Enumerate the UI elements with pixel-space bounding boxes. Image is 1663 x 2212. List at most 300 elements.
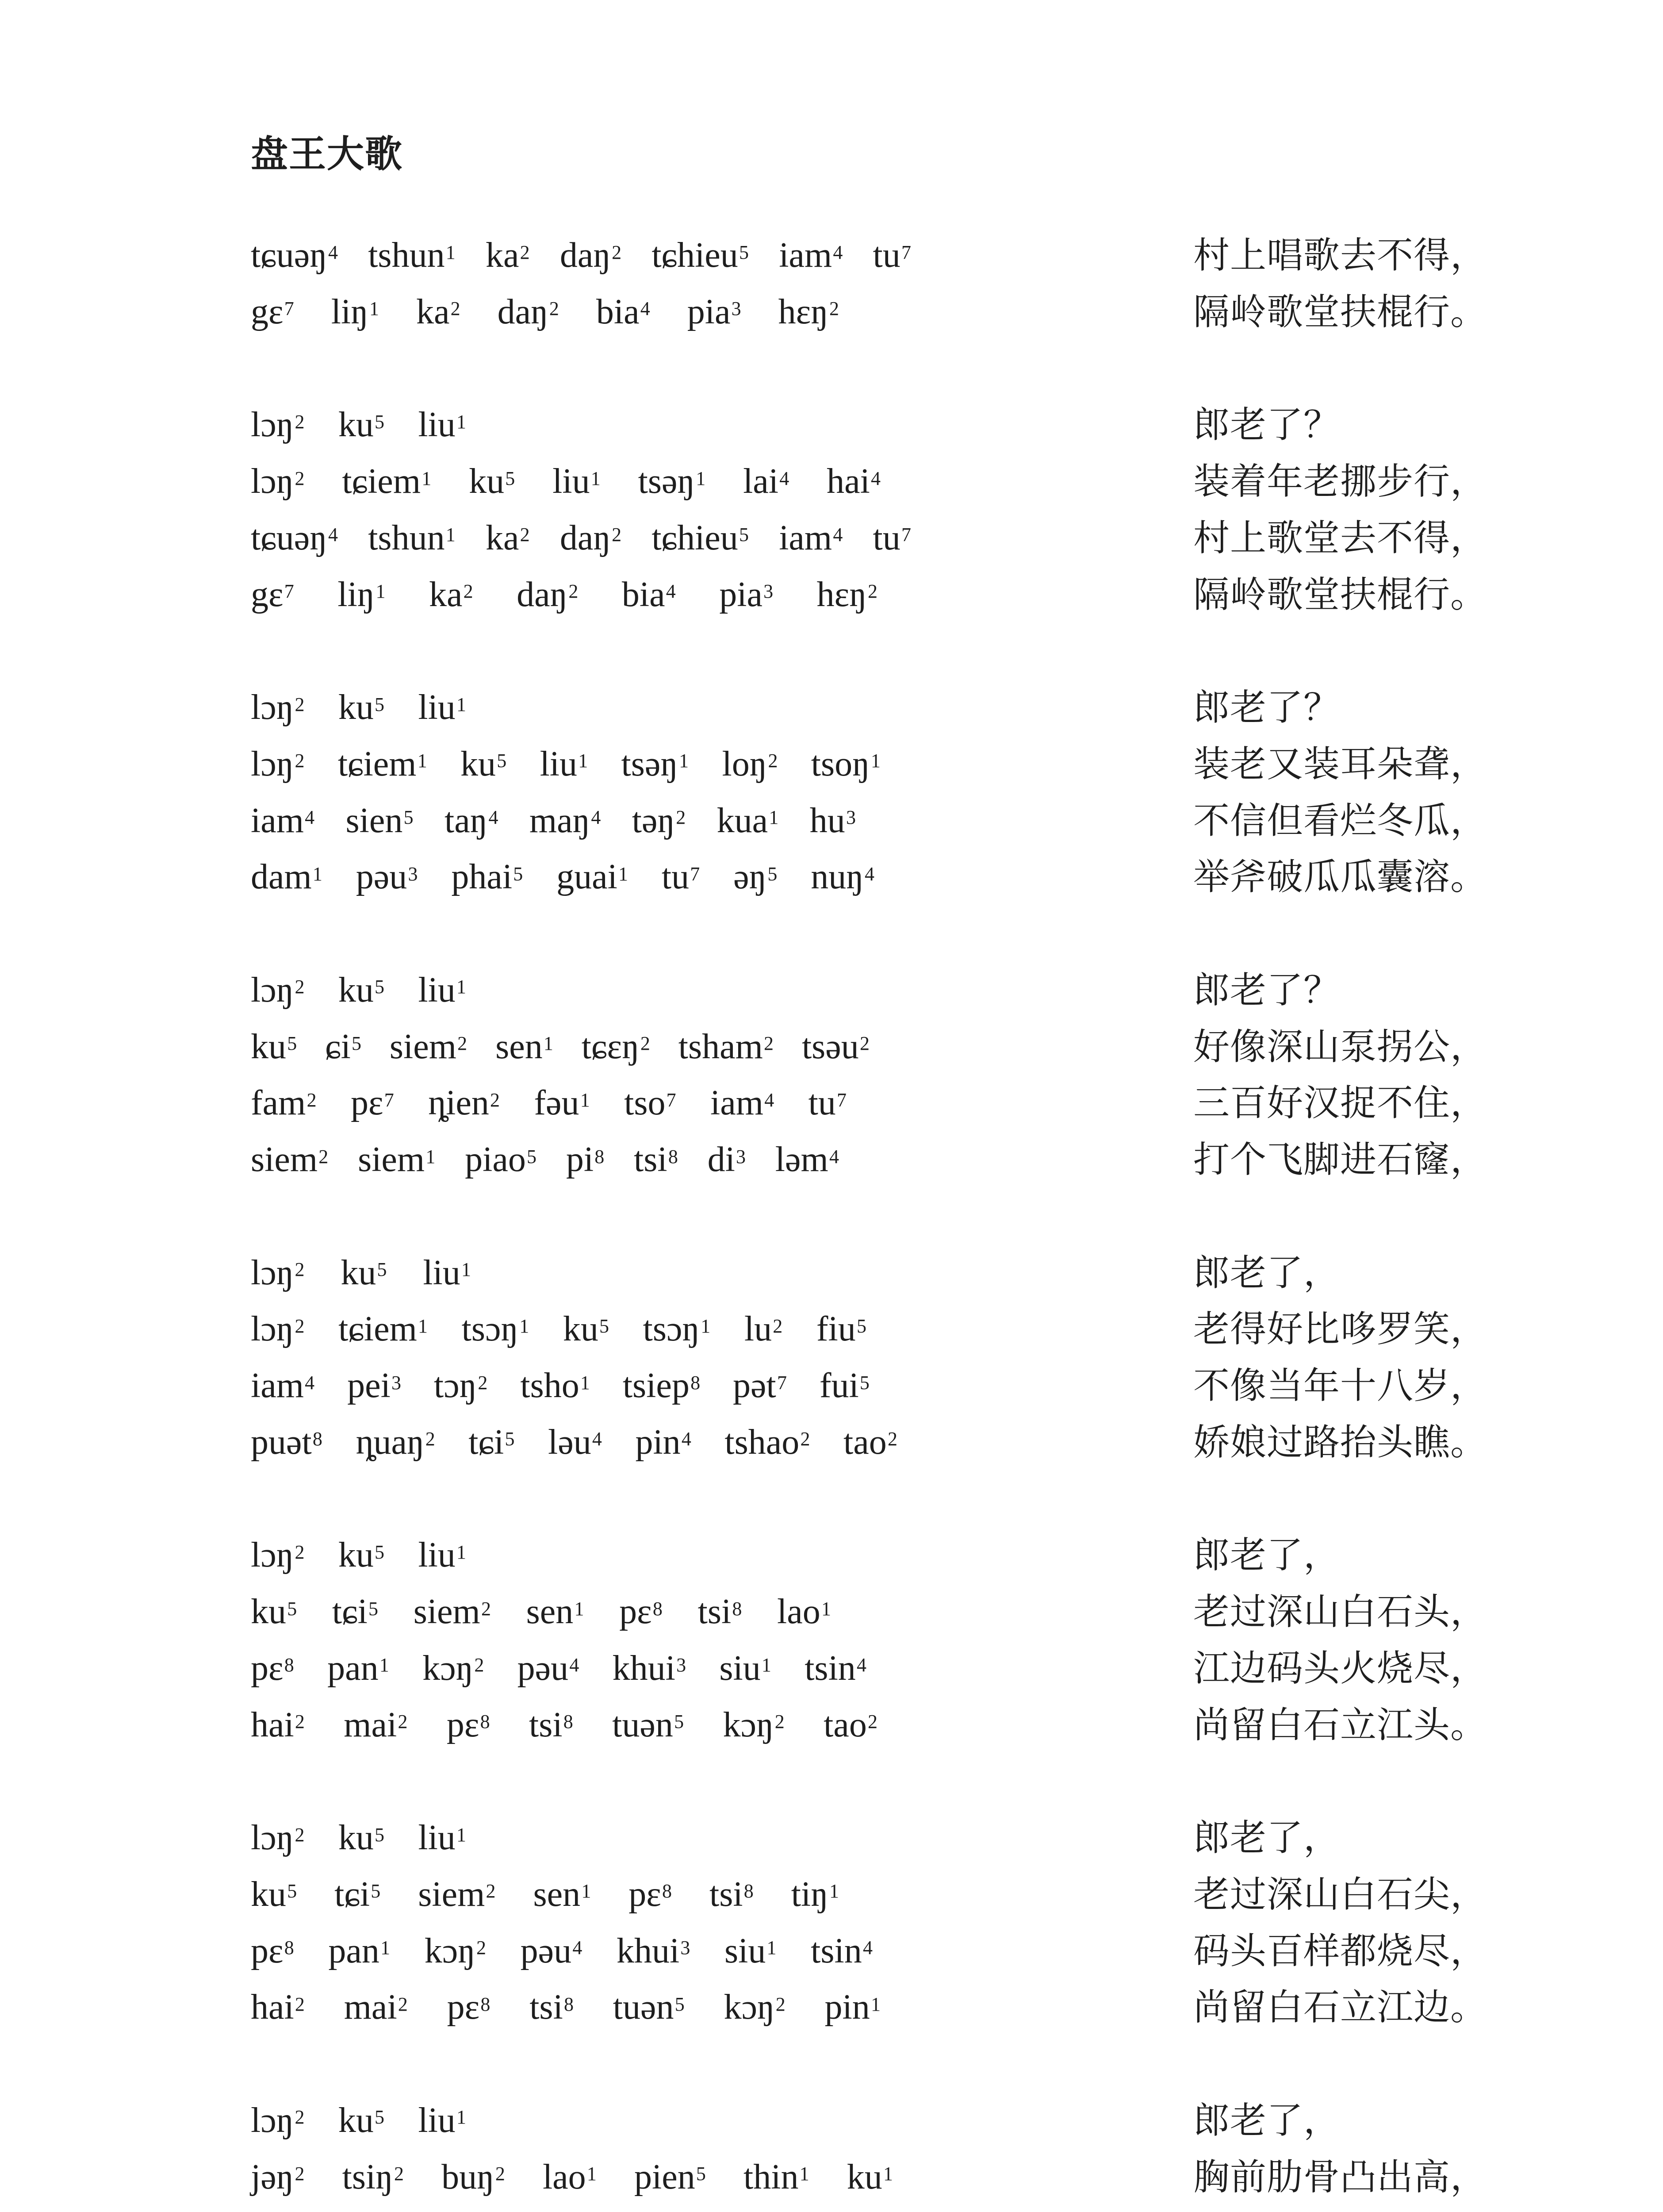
tone-number: 5 <box>375 1541 385 1563</box>
romanization-line <box>251 1075 847 1132</box>
syllable-text: lai <box>743 462 779 501</box>
syllable-text: siem <box>251 1140 318 1179</box>
stanza <box>251 227 1533 341</box>
tone-number: 2 <box>676 806 686 829</box>
syllable-text: lɔŋ <box>251 970 294 1010</box>
syllable <box>338 2093 384 2149</box>
syllable-text: tɕi <box>332 1592 368 1631</box>
tone-number: 1 <box>829 1880 839 1902</box>
syllable-text: iam <box>251 801 304 840</box>
syllable <box>628 1866 672 1923</box>
verse-line <box>251 680 1533 736</box>
syllable-text: lao <box>542 2157 586 2197</box>
tone-number: 2 <box>773 1315 783 1337</box>
tone-number: 2 <box>549 298 559 320</box>
tone-number: 5 <box>403 806 414 829</box>
syllable-text: liu <box>418 405 456 445</box>
tone-number: 2 <box>295 2106 305 2128</box>
tone-number: 1 <box>574 1598 584 1620</box>
verse-line <box>251 1584 1533 1640</box>
romanization-line <box>251 1019 870 1075</box>
syllable <box>423 1245 471 1302</box>
syllable <box>825 1979 881 2036</box>
syllable-text: bia <box>596 292 640 331</box>
syllable <box>251 793 314 849</box>
tone-number: 2 <box>295 1259 305 1281</box>
chinese-translation: 打个飞脚进石窿， <box>1193 1139 1487 1181</box>
romanization-line <box>251 1301 866 1358</box>
chinese-translation: 装老又装耳朵聋， <box>1193 743 1487 785</box>
tone-number: 2 <box>520 524 530 546</box>
syllable-text: ku <box>847 2157 882 2197</box>
syllable-text: tsəŋ <box>638 462 695 501</box>
chinese-translation: 郎老了？ <box>1193 687 1341 729</box>
tone-number: 5 <box>371 1880 381 1902</box>
syllable <box>425 1923 486 1980</box>
verse-line <box>251 1923 1533 1980</box>
syllable <box>251 1866 297 1923</box>
tone-number: 2 <box>495 2163 505 2185</box>
syllable <box>566 1132 604 1188</box>
tone-number: 4 <box>870 467 881 489</box>
tone-number: 2 <box>800 1428 810 1450</box>
syllable-text: ka <box>485 236 519 275</box>
syllable-text: tsham <box>678 1027 763 1066</box>
syllable-text: liu <box>540 744 578 783</box>
tone-number: 8 <box>690 1371 701 1394</box>
tone-number: 2 <box>520 241 530 263</box>
syllable-text: lɔŋ <box>251 462 294 501</box>
syllable <box>552 453 601 510</box>
verse-line <box>251 793 1533 849</box>
verse-line <box>251 510 1533 567</box>
tone-number: 5 <box>527 1145 537 1167</box>
syllable-text: liu <box>552 462 590 501</box>
verse-line <box>251 1132 1533 1188</box>
syllable-text: lɔŋ <box>251 1253 294 1292</box>
syllable-text: liu <box>418 688 456 727</box>
tone-number: 1 <box>418 1315 428 1337</box>
romanization-line <box>251 1245 471 1302</box>
syllable-text: tsin <box>805 1648 856 1688</box>
tone-number: 8 <box>652 1598 663 1620</box>
syllable-text: ku <box>563 1310 598 1349</box>
tone-number: 8 <box>284 1937 294 1959</box>
syllable <box>444 793 498 849</box>
syllable-text: tɔŋ <box>433 1366 477 1405</box>
syllable-text: liu <box>418 1536 456 1575</box>
syllable-text: kɔŋ <box>424 1931 475 1970</box>
syllable <box>744 1301 782 1358</box>
tone-number: 2 <box>463 580 473 603</box>
syllable <box>368 227 456 284</box>
syllable <box>820 1358 870 1414</box>
syllable-text: khui <box>612 1648 675 1688</box>
tone-number: 5 <box>513 863 523 885</box>
syllable-text: əŋ <box>733 857 767 897</box>
syllable <box>643 1301 711 1358</box>
tone-number: 4 <box>328 241 338 263</box>
syllable <box>817 567 877 623</box>
syllable-text: tshao <box>724 1422 800 1462</box>
verse-line <box>251 1358 1533 1414</box>
syllable <box>623 1358 700 1414</box>
syllable-text: di <box>707 1140 735 1179</box>
tone-number: 2 <box>295 2163 305 2185</box>
verse-line <box>251 227 1533 284</box>
tone-number: 5 <box>767 863 778 885</box>
verse-line <box>251 1301 1533 1358</box>
syllable <box>517 567 578 623</box>
tone-number: 1 <box>445 241 456 263</box>
syllable-text: pɛ <box>251 1648 284 1688</box>
tone-number: 1 <box>543 1033 553 1055</box>
tone-number: 2 <box>398 1993 408 2015</box>
tone-number: 5 <box>739 241 749 263</box>
syllable <box>622 567 676 623</box>
chinese-translation: 郎老了， <box>1193 1534 1341 1577</box>
syllable-text: hɛŋ <box>778 292 828 331</box>
syllable-text: fui <box>819 1366 859 1405</box>
syllable <box>341 1245 387 1302</box>
tone-number: 5 <box>377 1259 387 1281</box>
syllable <box>662 849 700 906</box>
syllable <box>451 849 523 906</box>
syllable <box>251 1414 322 1471</box>
syllable-text: gɛ <box>251 292 284 331</box>
syllable <box>251 2149 305 2206</box>
romanization-line <box>251 1640 866 1697</box>
romanization-line <box>251 680 466 736</box>
syllable-text: siem <box>358 1140 425 1179</box>
tone-number: 4 <box>666 580 676 603</box>
syllable-text: fam <box>251 1083 306 1123</box>
syllable-text: ku <box>460 744 496 783</box>
syllable-text: liu <box>423 1253 460 1292</box>
tone-number: 5 <box>674 1711 684 1733</box>
syllable <box>434 1358 488 1414</box>
romanization-line <box>251 2149 893 2206</box>
syllable-text: ȵien <box>428 1083 489 1123</box>
syllable <box>418 1527 466 1584</box>
tone-number: 2 <box>764 1033 774 1055</box>
syllable <box>338 962 384 1019</box>
syllable <box>533 1866 591 1923</box>
tone-number: 2 <box>775 1993 786 2015</box>
tone-number: 4 <box>572 1937 582 1959</box>
tone-number: 1 <box>456 2106 466 2128</box>
syllable <box>743 2149 809 2206</box>
syllable <box>325 1019 361 1075</box>
tone-number: 1 <box>586 2163 597 2185</box>
syllable <box>613 1979 685 2036</box>
syllable-text: liŋ <box>337 575 375 614</box>
syllable-text: ɕi <box>325 1027 351 1066</box>
syllable <box>338 1301 428 1358</box>
verse-line <box>251 397 1533 453</box>
tone-number: 1 <box>369 298 379 320</box>
syllable-text: ku <box>251 1592 286 1631</box>
syllable-text: sen <box>526 1592 574 1631</box>
syllable <box>251 1979 305 2036</box>
syllable <box>724 1979 785 2036</box>
syllable <box>529 793 601 849</box>
tone-number: 2 <box>457 1033 467 1055</box>
syllable-text: tu <box>808 1083 836 1123</box>
chinese-translation: 村上歌堂去不得， <box>1193 517 1487 559</box>
tone-number: 1 <box>379 1654 389 1676</box>
syllable-text: pin <box>635 1422 681 1462</box>
syllable <box>560 227 621 284</box>
syllable <box>418 680 466 736</box>
tone-number: 5 <box>696 2163 706 2185</box>
syllable <box>638 453 706 510</box>
syllable-text: pia <box>719 575 763 614</box>
syllable-text: guai <box>556 857 617 897</box>
verse-line <box>251 567 1533 623</box>
tone-number: 8 <box>312 1428 322 1450</box>
stanza <box>251 397 1533 623</box>
syllable-text: siem <box>389 1027 456 1066</box>
romanization-line <box>251 1923 873 1980</box>
tone-number: 4 <box>862 1937 873 1959</box>
syllable-text: sien <box>345 801 403 840</box>
syllable <box>805 1640 866 1697</box>
tone-number: 4 <box>488 806 498 829</box>
syllable-text: tsin <box>811 1931 862 1970</box>
tone-number: 2 <box>640 1033 650 1055</box>
chinese-translation: 老过深山白石头， <box>1193 1591 1487 1633</box>
tone-number: 4 <box>592 1428 602 1450</box>
syllable <box>251 1923 294 1980</box>
romanization-line <box>251 453 881 510</box>
syllable <box>251 397 305 453</box>
romanization-line <box>251 1584 831 1640</box>
syllable-text: ku <box>338 2101 374 2140</box>
tone-number: 8 <box>284 1654 294 1676</box>
tone-number: 2 <box>398 1711 408 1733</box>
tone-number: 7 <box>690 863 700 885</box>
tone-number: 2 <box>474 1654 484 1676</box>
syllable-text: tsɔŋ <box>643 1310 700 1349</box>
syllable <box>529 1979 574 2036</box>
romanization-line <box>251 284 839 341</box>
syllable-text: phai <box>451 857 513 897</box>
syllable-text: tsiep <box>622 1366 690 1405</box>
syllable-text: tshun <box>368 518 445 557</box>
tone-number: 2 <box>394 2163 404 2185</box>
syllable <box>347 1358 401 1414</box>
tone-number: 7 <box>901 524 911 546</box>
syllable <box>447 1979 490 2036</box>
tone-number: 8 <box>743 1880 754 1902</box>
syllable-text: iam <box>779 236 832 275</box>
tone-number: 4 <box>856 1654 866 1676</box>
syllable-text: buŋ <box>441 2157 494 2197</box>
syllable <box>251 1132 328 1188</box>
syllable <box>619 1584 663 1640</box>
syllable <box>358 1132 435 1188</box>
verse-line <box>251 453 1533 510</box>
chinese-translation: 江边码头火烧尽， <box>1193 1647 1487 1690</box>
syllable <box>617 1923 690 1980</box>
syllable <box>251 227 338 284</box>
syllable <box>717 793 779 849</box>
syllable <box>418 397 466 453</box>
romanization-line <box>251 1527 466 1584</box>
syllable <box>337 567 385 623</box>
syllable <box>634 2149 706 2206</box>
syllable <box>733 1358 787 1414</box>
syllable <box>346 793 414 849</box>
syllable <box>338 1810 384 1866</box>
syllable <box>791 1866 839 1923</box>
syllable-text: tiŋ <box>791 1874 828 1914</box>
syllable-text: hai <box>251 1988 294 2027</box>
syllable-text: tu <box>873 518 900 557</box>
syllable-text: liu <box>418 2101 456 2140</box>
tone-number: 1 <box>580 1371 590 1394</box>
syllable-text: lɔŋ <box>251 1536 294 1575</box>
syllable <box>651 510 749 567</box>
tone-number: 8 <box>732 1598 742 1620</box>
tone-number: 1 <box>461 1259 471 1281</box>
syllable <box>251 1245 305 1302</box>
tone-number: 2 <box>476 1937 486 1959</box>
romanization-line <box>251 510 911 567</box>
syllable <box>429 567 473 623</box>
tone-number: 1 <box>870 1993 881 2015</box>
verse-line <box>251 1414 1533 1471</box>
tone-number: 1 <box>679 750 689 772</box>
syllable <box>543 2149 597 2206</box>
syllable-text: kɔŋ <box>723 1705 774 1744</box>
syllable <box>418 1866 495 1923</box>
romanization-line <box>251 736 881 793</box>
syllable-text: tu <box>873 236 900 275</box>
syllable <box>827 453 881 510</box>
syllable <box>418 1810 466 1866</box>
syllable <box>338 680 384 736</box>
romanization-line <box>251 1414 897 1471</box>
syllable <box>709 1866 754 1923</box>
syllable-text: pien <box>634 2157 695 2197</box>
syllable-text: iam <box>251 1366 304 1405</box>
verse-line <box>251 2149 1533 2206</box>
syllable-text: tsoŋ <box>811 744 870 783</box>
syllable <box>498 284 559 341</box>
chinese-translation: 隔岭歌堂扶棍行。 <box>1193 573 1487 616</box>
syllable <box>722 736 778 793</box>
syllable-text: daŋ <box>517 575 568 614</box>
tone-number: 4 <box>640 298 650 320</box>
tone-number: 7 <box>666 1089 676 1111</box>
tone-number: 3 <box>676 1654 686 1676</box>
tone-number: 3 <box>680 1937 690 1959</box>
tone-number: 2 <box>568 580 579 603</box>
tone-number: 4 <box>779 467 789 489</box>
syllable <box>777 1584 831 1640</box>
syllable <box>802 1019 870 1075</box>
syllable <box>651 227 749 284</box>
syllable <box>344 1979 408 2036</box>
syllable <box>418 2093 466 2149</box>
syllable-text: ka <box>416 292 450 331</box>
tone-number: 1 <box>425 1145 436 1167</box>
verse-line <box>251 1019 1533 1075</box>
chinese-translation: 不信但看烂冬瓜， <box>1193 799 1487 842</box>
tone-number: 1 <box>581 1880 591 1902</box>
tone-number: 4 <box>833 241 843 263</box>
syllable-text: tsho <box>520 1366 579 1405</box>
syllable <box>810 793 856 849</box>
syllable-text: lɔŋ <box>251 1818 294 1857</box>
verse-line <box>251 1640 1533 1697</box>
syllable <box>824 1697 877 1754</box>
syllable-text: tɕɛŋ <box>581 1027 640 1066</box>
syllable-text: tsi <box>529 1705 563 1744</box>
tone-number: 4 <box>864 863 874 885</box>
syllable-text: tsi <box>709 1874 743 1914</box>
syllable <box>251 2093 305 2149</box>
syllable-text: tɕi <box>334 1874 370 1914</box>
syllable <box>251 1527 305 1584</box>
syllable-text: ku <box>469 462 505 501</box>
tone-number: 8 <box>668 1145 678 1167</box>
syllable <box>251 1075 317 1132</box>
tone-number: 5 <box>287 1880 297 1902</box>
syllable-text: mai <box>344 1705 397 1744</box>
syllable-text: pɛ <box>619 1592 652 1631</box>
verse-line <box>251 962 1533 1019</box>
syllable-text: pan <box>327 1648 379 1688</box>
tone-number: 2 <box>486 1880 496 1902</box>
syllable-text: ku <box>341 1253 376 1292</box>
tone-number: 1 <box>421 467 432 489</box>
tone-number: 4 <box>833 524 843 546</box>
syllable-text: puət <box>251 1422 312 1462</box>
syllable <box>332 1584 378 1640</box>
syllable-text: tuən <box>613 1988 674 2027</box>
tone-number: 7 <box>284 580 294 603</box>
syllable <box>843 1414 897 1471</box>
romanization-line <box>251 793 856 849</box>
tone-number: 1 <box>456 976 466 998</box>
tone-number: 1 <box>312 863 322 885</box>
syllable <box>724 1414 810 1471</box>
syllable <box>534 1075 590 1132</box>
syllable <box>521 1923 582 1980</box>
tone-number: 8 <box>480 1993 490 2015</box>
tone-number: 7 <box>384 1089 394 1111</box>
syllable-text: lu <box>744 1310 772 1349</box>
syllable <box>526 1584 584 1640</box>
syllable-text: hai <box>827 462 870 501</box>
tone-number: 2 <box>295 750 305 772</box>
syllable-text: thin <box>743 2157 799 2197</box>
syllable-text: iam <box>710 1083 763 1123</box>
romanization-line <box>251 1132 839 1188</box>
tone-number: 5 <box>599 1315 609 1337</box>
syllable-text: kɔŋ <box>724 1988 775 2027</box>
syllable <box>560 510 621 567</box>
syllable-text: kɔŋ <box>422 1648 474 1688</box>
syllable-text: ku <box>338 688 374 727</box>
tone-number: 1 <box>799 2163 809 2185</box>
syllable <box>486 510 530 567</box>
syllable-text: nuŋ <box>811 857 864 897</box>
tone-number: 5 <box>352 1033 361 1055</box>
